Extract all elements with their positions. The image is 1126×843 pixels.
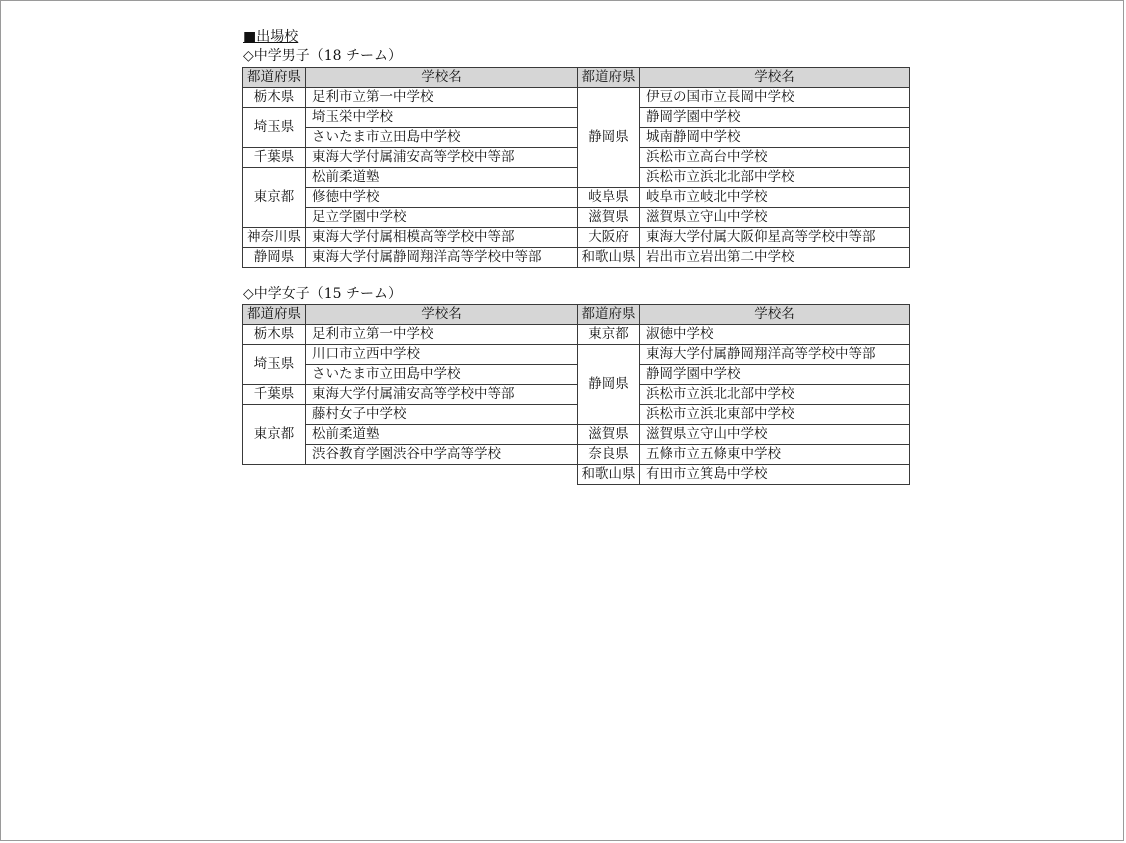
school-cell: 浜松市立浜北東部中学校 [640, 405, 910, 425]
table-row [243, 325, 910, 345]
school-cell: 岐阜市立岐北中学校 [640, 188, 910, 208]
header-prefecture: 都道府県 [243, 68, 306, 88]
table-row [243, 445, 910, 465]
school-cell: 埼玉栄中学校 [306, 108, 578, 128]
table-row [243, 88, 910, 108]
school-cell: 岩出市立岩出第二中学校 [640, 248, 910, 268]
header-row [243, 68, 910, 88]
school-cell: 有田市立箕島中学校 [640, 465, 910, 485]
prefecture-cell: 千葉県 [243, 148, 306, 168]
school-cell: 東海大学付属相模高等学校中等部 [306, 228, 578, 248]
boys-table [242, 67, 910, 268]
school-cell: 東海大学付属浦安高等学校中等部 [306, 385, 578, 405]
school-cell: 藤村女子中学校 [306, 405, 578, 425]
header-school-name: 学校名 [306, 68, 578, 88]
girls-title: ◇中学女子（15 チーム） [243, 286, 403, 302]
table-row [243, 148, 910, 168]
school-cell: 滋賀県立守山中学校 [640, 208, 910, 228]
prefecture-cell: 岐阜県 [578, 188, 640, 208]
boys-title: ◇中学男子（18 チーム） [243, 48, 403, 64]
empty-cell [306, 465, 578, 485]
table-row [243, 405, 910, 425]
school-cell: 静岡学園中学校 [640, 108, 910, 128]
table-row [243, 385, 910, 405]
table-row [243, 425, 910, 445]
table-row [243, 365, 910, 385]
table-row [243, 128, 910, 148]
school-cell: 淑徳中学校 [640, 325, 910, 345]
table-row [243, 228, 910, 248]
header-school-name: 学校名 [640, 68, 910, 88]
prefecture-cell: 栃木県 [243, 88, 306, 108]
prefecture-cell: 静岡県 [578, 88, 640, 188]
school-cell: 浜松市立浜北北部中学校 [640, 168, 910, 188]
prefecture-cell: 栃木県 [243, 325, 306, 345]
prefecture-cell: 埼玉県 [243, 345, 306, 385]
school-cell: 松前柔道塾 [306, 168, 578, 188]
header-school-name: 学校名 [640, 305, 910, 325]
school-cell: 城南静岡中学校 [640, 128, 910, 148]
school-cell: 川口市立西中学校 [306, 345, 578, 365]
section-heading: ■出場校 [243, 29, 299, 45]
prefecture-cell: 滋賀県 [578, 208, 640, 228]
prefecture-cell: 東京都 [243, 168, 306, 228]
table-row [243, 108, 910, 128]
school-cell: 静岡学園中学校 [640, 365, 910, 385]
prefecture-cell: 和歌山県 [578, 465, 640, 485]
prefecture-cell: 埼玉県 [243, 108, 306, 148]
school-cell: 修徳中学校 [306, 188, 578, 208]
girls-table [242, 304, 910, 485]
header-prefecture: 都道府県 [578, 68, 640, 88]
table-row [243, 465, 910, 485]
school-cell: 東海大学付属大阪仰星高等学校中等部 [640, 228, 910, 248]
school-cell: 足利市立第一中学校 [306, 325, 578, 345]
header-prefecture: 都道府県 [243, 305, 306, 325]
school-cell: 東海大学付属静岡翔洋高等学校中等部 [640, 345, 910, 365]
prefecture-cell: 東京都 [578, 325, 640, 345]
school-cell: さいたま市立田島中学校 [306, 365, 578, 385]
table-row [243, 188, 910, 208]
school-cell: 浜松市立浜北北部中学校 [640, 385, 910, 405]
table-row [243, 345, 910, 365]
school-cell: 伊豆の国市立長岡中学校 [640, 88, 910, 108]
school-cell: 滋賀県立守山中学校 [640, 425, 910, 445]
prefecture-cell: 神奈川県 [243, 228, 306, 248]
prefecture-cell: 滋賀県 [578, 425, 640, 445]
prefecture-cell: 東京都 [243, 405, 306, 465]
school-cell: 東海大学付属浦安高等学校中等部 [306, 148, 578, 168]
prefecture-cell: 静岡県 [578, 345, 640, 425]
school-cell: 渋谷教育学園渋谷中学高等学校 [306, 445, 578, 465]
school-cell: 松前柔道塾 [306, 425, 578, 445]
header-row [243, 305, 910, 325]
prefecture-cell: 静岡県 [243, 248, 306, 268]
girls-table-body [243, 305, 910, 485]
school-cell: 五條市立五條東中学校 [640, 445, 910, 465]
prefecture-cell: 和歌山県 [578, 248, 640, 268]
header-school-name: 学校名 [306, 305, 578, 325]
table-row [243, 248, 910, 268]
school-cell: 足立学園中学校 [306, 208, 578, 228]
prefecture-cell: 大阪府 [578, 228, 640, 248]
header-prefecture: 都道府県 [578, 305, 640, 325]
empty-cell [243, 465, 306, 485]
school-cell: 浜松市立高台中学校 [640, 148, 910, 168]
table-row [243, 208, 910, 228]
prefecture-cell: 千葉県 [243, 385, 306, 405]
school-cell: さいたま市立田島中学校 [306, 128, 578, 148]
boys-table-body [243, 68, 910, 268]
table-row [243, 168, 910, 188]
prefecture-cell: 奈良県 [578, 445, 640, 465]
school-cell: 東海大学付属静岡翔洋高等学校中等部 [306, 248, 578, 268]
school-cell: 足利市立第一中学校 [306, 88, 578, 108]
